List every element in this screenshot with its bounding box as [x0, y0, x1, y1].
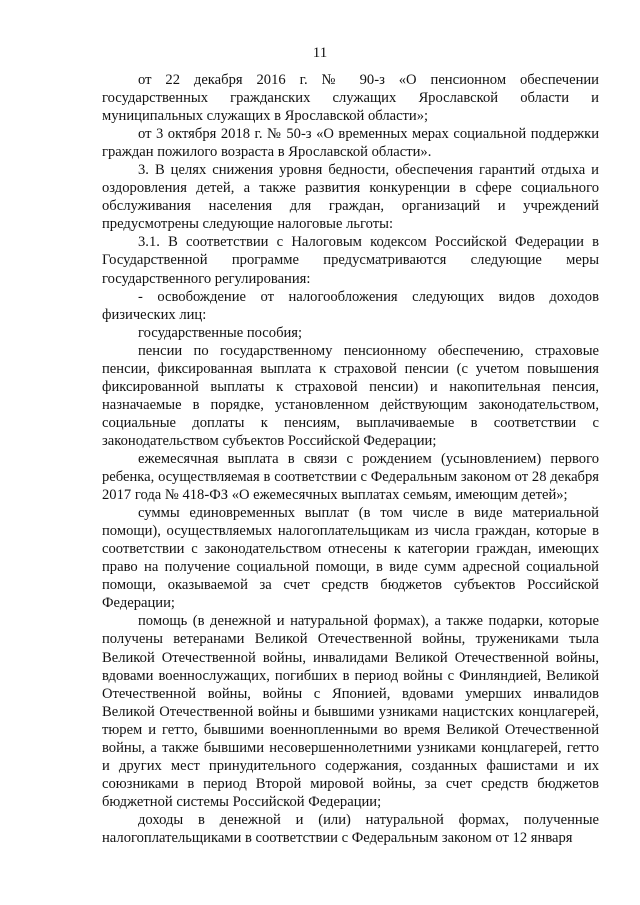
paragraph-veteran-assistance: помощь (в денежной и натуральной формах), а также подарки, которые получены ветеранами Великой Отечественной войны, тружениками тыла Великой Отечественной войны, инвалидами Великой Отечественной войны, вдовами военнослужащих, погибших в период войны с Финляндией, Великой Отечественной войны, войны с Японией, вдовами умерших инвалидов Великой Отечественной войны и бывшими узниками нацистских концлагерей, тюрем и гетто, бывшими военнопленными во время Великой Отечественной войны, а также бывшими несовершеннолетними узниками концлагерей, гетто и других мест принудительного содержания, созданных фашистами и их союзниками в период Второй мировой войны, за счет средств бюджетов бюджетной системы Российской Федерации;	[102, 613, 599, 810]
document-body	[102, 71, 599, 847]
paragraph-pensions: пенсии по государственному пенсионному обеспечению, страховые пенсии, фиксированная выплата к страховой пенсии (с учетом повышения фиксированной выплаты к страховой пенсии) и накопительная пенсия, назначаемые в порядке, установленном действующим законодательством, социальные доплаты к пенсиям, выплачиваемые в соответствии с законодательством субъектов Российской Федерации;	[102, 342, 599, 449]
page-number: 11	[312, 45, 328, 61]
paragraph-section-3-1: 3.1. В соответствии с Налоговым кодексом Российской Федерации в Государственной программе предусматриваются следующие меры государственного регулирования:	[102, 234, 599, 287]
paragraph-tax-exemption: - освобождение от налогообложения следующих видов доходов физических лиц:	[102, 288, 599, 323]
paragraph-law-50z: от 3 октября 2018 г. № 50-з «О временных мерах социальной поддержки граждан пожилого возраста в Ярославской области».	[102, 126, 599, 161]
paragraph-state-benefits: государственные пособия;	[138, 324, 303, 341]
paragraph-income-in-kind: доходы в денежной и (или) натуральной формах, полученные налогоплательщиками в соответствии с Федеральным законом от 12 января	[102, 811, 599, 846]
paragraph-monthly-payment: ежемесячная выплата в связи с рождением (усыновлением) первого ребенка, осуществляемая в соответствии с Федеральным законом от 28 декабря 2017 года № 418-ФЗ «О ежемесячных выплатах семьям, имеющим детей»;	[102, 450, 599, 504]
paragraph-section-3: 3. В целях снижения уровня бедности, обеспечения гарантий отдыха и оздоровления детей, а также развития конкуренции в сфере социального обслуживания населения для граждан, организаций и учреждений предусмотрены следующие налоговые льготы:	[102, 162, 599, 233]
paragraph-lump-sum-payments: суммы единовременных выплат (в том числе в виде материальной помощи), осуществляемых налогоплательщикам из числа граждан, которые в соответствии с законодательством отнесены к категории граждан, имеющих право на получение социальной помощи, в виде сумм адресной социальной помощи, оказываемой за счет средств бюджетов субъектов Российской Федерации;	[102, 505, 599, 612]
paragraph-law-90z: от 22 декабря 2016 г. № 90-з «О пенсионном обеспечении государственных гражданских служащих Ярославской области и муниципальных служащих в Ярославской области»;	[102, 72, 599, 125]
